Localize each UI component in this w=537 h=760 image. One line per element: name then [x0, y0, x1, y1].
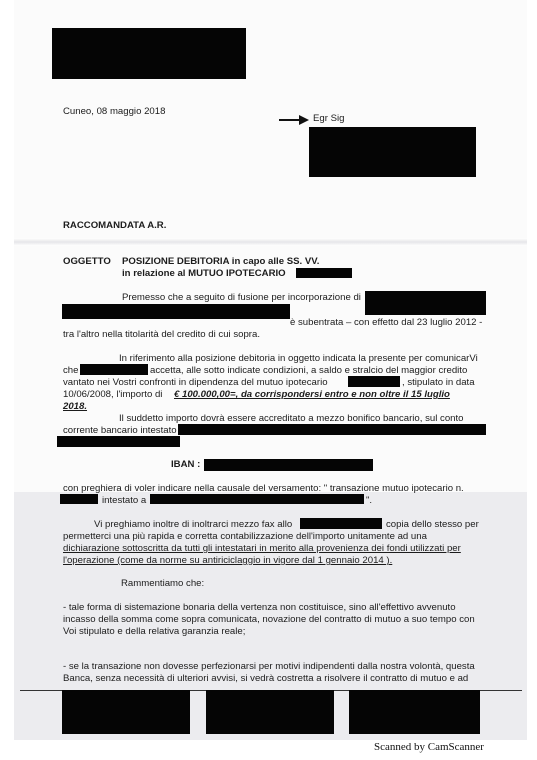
redacted-mortgage-number-2 — [348, 376, 400, 387]
bullet-2-line-2: Banca, senza necessità di ulteriori avvisi, si vedrà costretta a risolvere il contratto di mutuo e ad — [63, 673, 469, 684]
redacted-account-holder — [178, 424, 486, 435]
paragraph-1-line-3: tra l'altro nella titolarità del credito di cui sopra. — [63, 329, 260, 340]
page-fold-shadow — [14, 238, 527, 246]
settlement-year: 2018. — [63, 401, 88, 412]
mail-type: RACCOMANDATA A.R. — [63, 220, 167, 231]
paragraph-2-line-2b: accetta, alle sotto indicate condizioni, a saldo e stralcio del maggior credito — [150, 365, 468, 376]
paragraph-4-line-1: con preghiera di voler indicare nella causale del versamento: " transazione mutuo ipotecario n. — [63, 483, 464, 494]
paragraph-2-line-3a: vantato nei Vostri confronti in dipendenza del mutuo ipotecario — [63, 377, 328, 388]
bullet-2-line-1: - se la transazione non dovesse perfezionarsi per motivi indipendenti dalla nostra volontà, questa — [63, 661, 475, 672]
redacted-mortgage-number — [296, 268, 352, 278]
paragraph-4-line-2a: intestato a — [102, 495, 147, 506]
paragraph-5-line-4: l'operazione (come da norme su antiriciclaggio in vigore dal 1 gennaio 2014 ). — [63, 555, 393, 566]
paragraph-1-line-2: è subentrata – con effetto dal 23 luglio 2012 - — [290, 317, 483, 328]
redacted-fax-number — [300, 518, 382, 529]
date-line: Cuneo, 08 maggio 2018 — [63, 106, 166, 117]
paragraph-2-line-4a: 10/06/2008, l'importo di — [63, 389, 163, 400]
recipient-prefix: Egr Sig — [313, 113, 345, 124]
paragraph-5-line-3: dichiarazione sottoscritta da tutti gli intestatari in merito alla provenienza dei fondi utilizzati per — [63, 543, 461, 554]
paragraph-5-line-1a: Vi preghiamo inoltre di inoltrarci mezzo fax allo — [94, 519, 293, 530]
paragraph-2-line-2a: che — [63, 365, 79, 376]
redacted-bank-name — [365, 291, 486, 315]
paragraph-3-line-1: Il suddetto importo dovrà essere accreditato a mezzo bonifico bancario, sul conto — [119, 413, 464, 424]
paragraph-2-line-3b: , stipulato in data — [402, 377, 475, 388]
redacted-bank-name-2 — [62, 304, 290, 319]
bullet-1-line-1: - tale forma di sistemazione bonaria della vertenza non costituisce, sino all'effettivo avvenuto — [63, 602, 456, 613]
subject-line-1: POSIZIONE DEBITORIA in capo alle SS. VV. — [122, 256, 320, 267]
subject-line-2: in relazione al MUTUO IPOTECARIO — [122, 268, 286, 279]
redacted-iban — [204, 459, 373, 471]
redacted-letterhead — [52, 28, 246, 79]
scanner-watermark: Scanned by CamScanner — [374, 741, 484, 753]
subject-label: OGGETTO — [63, 256, 111, 267]
paragraph-2-line-1: In riferimento alla posizione debitoria in oggetto indicata la presente per comunicarVi — [119, 353, 478, 364]
redacted-footer-block-3 — [349, 690, 480, 734]
reminder-heading: Rammentiamo che: — [121, 578, 205, 589]
arrow-right-icon — [279, 115, 309, 125]
redacted-recipient — [309, 127, 476, 177]
redacted-bank-short — [80, 364, 148, 375]
iban-label: IBAN : — [171, 459, 201, 470]
redacted-footer-block-2 — [206, 690, 334, 734]
settlement-amount: € 100.000,00=, da corrispondersi entro e non oltre il 15 luglio — [174, 389, 450, 400]
paragraph-1-line-1: Premesso che a seguito di fusione per incorporazione di — [122, 292, 361, 303]
redacted-account-holder-2 — [57, 436, 180, 447]
bullet-1-line-3: Voi stipulato e della relativa garanzia reale; — [63, 626, 246, 637]
paragraph-5-line-2: permetterci una più rapida e corretta contabilizzazione dell'importo unitamente ad una — [63, 531, 427, 542]
redacted-holders-names — [150, 494, 364, 504]
redacted-mortgage-number-3 — [60, 494, 98, 504]
redacted-footer-block-1 — [62, 690, 190, 734]
paragraph-5-line-1b: copia dello stesso per — [386, 519, 479, 530]
paragraph-4-line-2b: ". — [366, 495, 373, 506]
paragraph-3-line-2: corrente bancario intestato — [63, 425, 177, 436]
bullet-1-line-2: incasso della somma come sopra comunicata, novazione del contratto di mutuo a suo tempo con — [63, 614, 475, 625]
